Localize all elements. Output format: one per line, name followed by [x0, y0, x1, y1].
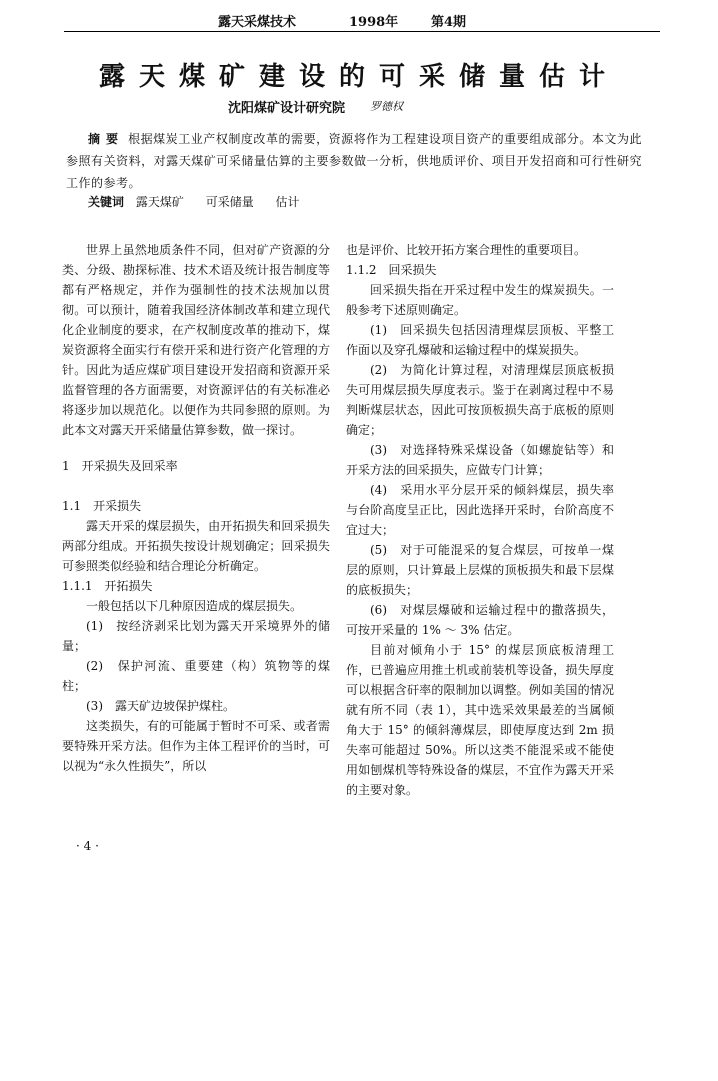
list-item: (1) 按经济剥采比划为露天开采境界外的储量；: [62, 619, 330, 653]
article-title: 露天煤矿建设的可采储量估计: [98, 62, 619, 92]
closing-paragraph: 目前对倾角小于 15° 的煤层顶底板清理工作，已普遍应用推土机或前装机等设备，损失厚度可以根据含矸率的限制加以调整。例如美国的情况就有所不同（表 1），其中选采效果最差的当属倾角大于 15° 的倾斜薄煤层，即使厚度达到 2m 损失率可能超过 50%。所以这类不能混采或不能使用如刨煤机等特殊设备的煤层，不宜作为露天开采的主要对象。: [346, 643, 614, 797]
right-column: [346, 240, 614, 800]
abstract-text: 根据煤炭工业产权制度改革的需要，资源将作为工程建设项目资产的重要组成部分。本文为此参照有关资料，对露天煤矿可采储量估算的主要参数做一分析，供地质评价、项目开发招商和可行性研究工作的参考。: [66, 132, 642, 190]
header-rule: [64, 31, 660, 32]
section-1-1-1-intro: 一般包括以下几种原因造成的煤层损失。: [86, 599, 303, 613]
intro-paragraph: 世界上虽然地质条件不同，但对矿产资源的分类、分级、勘探标准、技术术语及统计报告制度等都有严格规定，并作为强制性的技术法规加以贯彻。可以预计，随着我国经济体制改革和建立现代化企业制度的要求，在产权制度改革的推动下，煤炭资源将全面实行有偿开采和进行资产化管理的方针。因此为适应煤矿项目建设开发招商和资源开采监督管理的各方面需要，对资源评估的有关标准必将逐步加以规范化。以便作为共同参照的原则。为此本文对露天开采储量估算参数，做一探讨。: [62, 243, 330, 437]
journal-name: 露天采煤技术: [218, 15, 297, 30]
list-item: (2) 保护河流、重要建（构）筑物等的煤柱；: [62, 659, 330, 693]
keywords-label: 关键词: [88, 195, 125, 209]
list-item: (4) 采用水平分层开采的倾斜煤层，损失率与台阶高度呈正比，因此选择开采时，台阶高度不宜过大；: [346, 483, 614, 537]
list-item: (2) 为简化计算过程，对清理煤层顶底板损失可用煤层损失厚度表示。鉴于在剥离过程中不易判断煤层状态，因此可按顶板损失高于底板的原则确定；: [346, 363, 614, 437]
section-heading-1-1-1: 1.1.1 开拓损失: [62, 579, 153, 593]
keyword: 可采储量: [205, 195, 254, 209]
author-affiliation: 沈阳煤矿设计研究院: [228, 101, 346, 116]
issue-number: 第4期: [431, 15, 467, 30]
running-head: [64, 8, 660, 28]
section-1-1-paragraph: 露天开采的煤层损失，由开拓损失和回采损失两部分组成。开拓损失按设计规划确定；回采损失可参照类似经验和结合理论分析确定。: [62, 519, 330, 573]
closing-paragraph: 这类损失，有的可能属于暂时不可采、或者需要特殊开采方法。但作为主体工程评价的当时，可以视为“永久性损失”，所以: [62, 719, 330, 773]
section-heading-1-1: 1.1 开采损失: [62, 499, 142, 513]
list-item: (3) 对选择特殊采煤设备（如螺旋钻等）和开采方法的回采损失，应做专门计算；: [346, 443, 614, 477]
abstract: [66, 128, 642, 194]
page-number: · 4 ·: [76, 839, 99, 853]
section-heading-1-1-2: 1.1.2 回采损失: [346, 263, 437, 277]
section-heading-1: 1 开采损失及回采率: [62, 459, 178, 473]
author-name: 罗德权: [370, 100, 403, 113]
issue-year: 1998年: [349, 15, 399, 30]
keywords: [88, 193, 318, 210]
abstract-label: 摘要: [88, 132, 125, 146]
list-item: (3) 露天矿边坡保护煤柱。: [86, 699, 235, 713]
list-item: (1) 回采损失包括因清理煤层顶板、平整工作面以及穿孔爆破和运输过程中的煤炭损失。: [346, 323, 614, 357]
keyword: 露天煤矿: [135, 195, 184, 209]
left-column: [62, 240, 330, 776]
continuation-paragraph: 也是评价、比较开拓方案合理性的重要项目。: [346, 243, 587, 257]
list-item: (5) 对于可能混采的复合煤层，可按单一煤层的原则，只计算最上层煤的顶板损失和最下层煤的底板损失；: [346, 543, 614, 597]
keyword: 估计: [275, 195, 300, 209]
list-item: (6) 对煤层爆破和运输过程中的撒落损失，可按开采量的 1% ～ 3% 估定。: [346, 603, 614, 637]
section-1-1-2-intro: 回采损失指在开采过程中发生的煤炭损失。一般参考下述原则确定。: [346, 283, 614, 317]
